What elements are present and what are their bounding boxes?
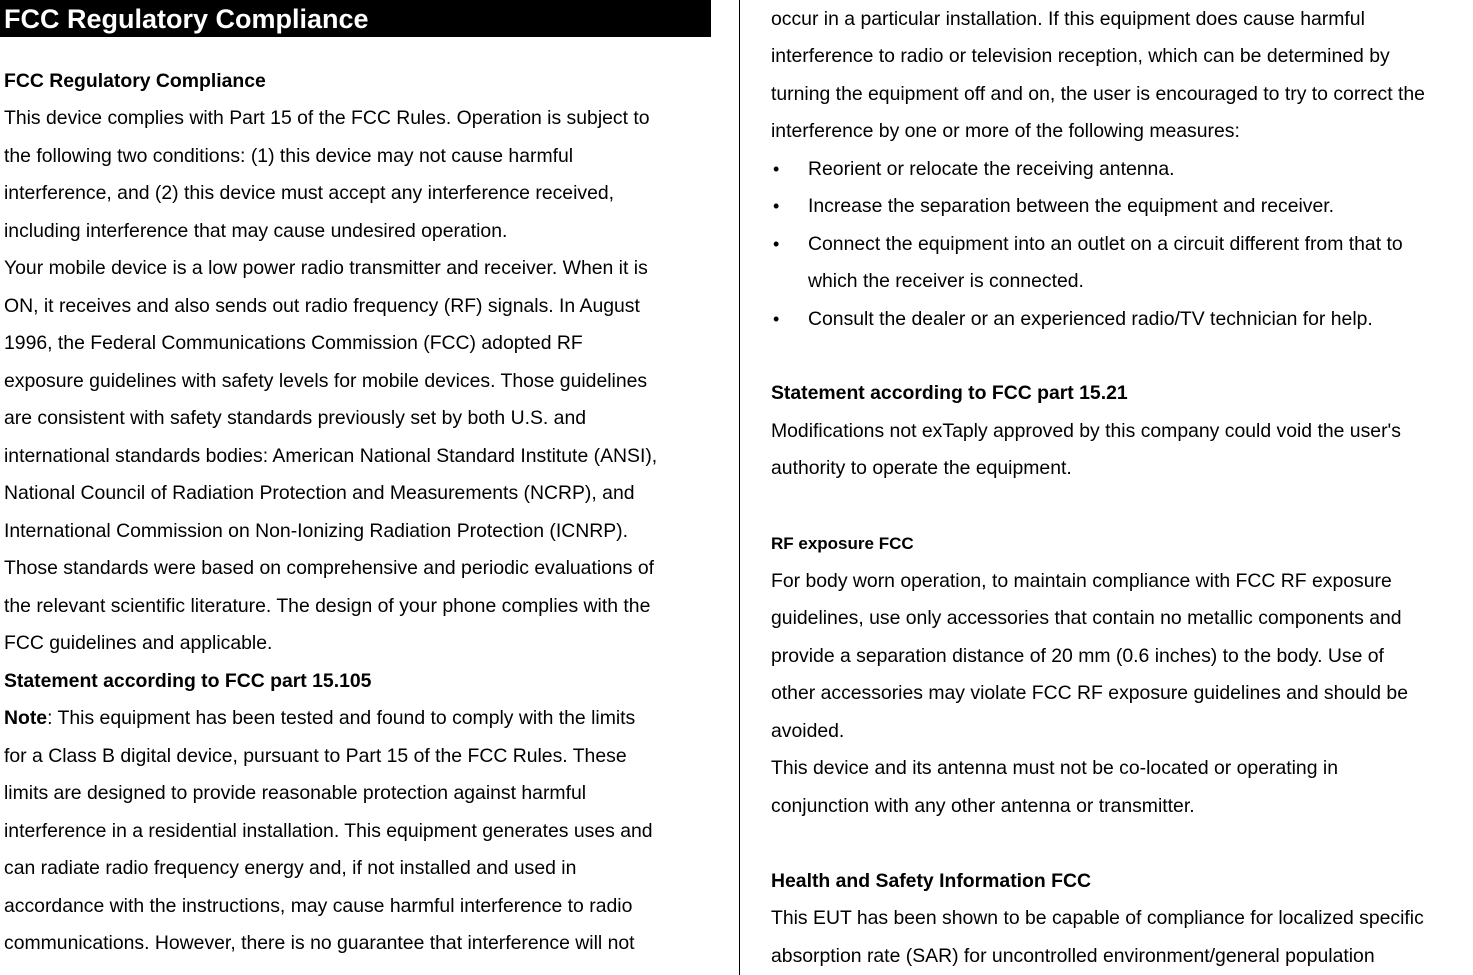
- bullet-icon: •: [773, 234, 780, 254]
- body-line: provide a separation distance of 20 mm (0.6 inches) to the body. Use of: [771, 645, 1384, 667]
- page-title: FCC Regulatory Compliance: [4, 4, 369, 34]
- body-line: communications. However, there is no guarantee that interference will not: [4, 932, 635, 954]
- column-divider: [739, 0, 740, 975]
- body-line: guidelines, use only accessories that contain no metallic components and: [771, 607, 1402, 629]
- body-line: accordance with the instructions, may cause harmful interference to radio: [4, 895, 633, 917]
- body-line: conjunction with any other antenna or transmitter.: [771, 795, 1195, 817]
- section-heading-1521: Statement according to FCC part 15.21: [771, 382, 1128, 404]
- body-line: exposure guidelines with safety levels for mobile devices. Those guidelines: [4, 370, 648, 392]
- section-heading-health: Health and Safety Information FCC: [771, 870, 1091, 892]
- body-line: can radiate radio frequency energy and, if not installed and used in: [4, 857, 577, 879]
- body-line: occur in a particular installation. If this equipment does cause harmful: [771, 8, 1365, 30]
- body-line: Your mobile device is a low power radio transmitter and receiver. When it is: [4, 257, 648, 279]
- section-heading-fcc: FCC Regulatory Compliance: [4, 70, 266, 92]
- body-line: International Commission on Non-Ionizing Radiation Protection (ICNRP).: [4, 520, 629, 542]
- body-line: interference by one or more of the following measures:: [771, 120, 1240, 142]
- body-line: the relevant scientific literature. The design of your phone complies with the: [4, 595, 651, 617]
- section-heading-rf: RF exposure FCC: [771, 534, 914, 553]
- bullet-icon: •: [773, 159, 780, 179]
- note-label: Note: [4, 707, 48, 729]
- bullet-icon: •: [773, 309, 780, 329]
- body-line: ON, it receives and also sends out radio frequency (RF) signals. In August: [4, 295, 640, 317]
- body-line: interference in a residential installation. This equipment generates uses and: [4, 820, 653, 842]
- body-line: turning the equipment off and on, the user is encouraged to try to correct the: [771, 83, 1425, 105]
- bullet-item: Increase the separation between the equipment and receiver.: [808, 195, 1335, 217]
- note-text: : This equipment has been tested and found to comply with the limits: [47, 707, 636, 729]
- body-line: 1996, the Federal Communications Commission (FCC) adopted RF: [4, 332, 583, 354]
- body-line: avoided.: [771, 720, 845, 742]
- body-line: National Council of Radiation Protection and Measurements (NCRP), and: [4, 482, 635, 504]
- body-line: limits are designed to provide reasonable protection against harmful: [4, 782, 587, 804]
- note-line: [4, 706, 635, 730]
- body-line: This EUT has been shown to be capable of compliance for localized specific: [771, 907, 1424, 929]
- bullet-item-continuation: which the receiver is connected.: [808, 270, 1084, 292]
- body-line: For body worn operation, to maintain compliance with FCC RF exposure: [771, 570, 1392, 592]
- body-line: Modifications not exTaply approved by this company could void the user's: [771, 420, 1401, 442]
- body-line: Those standards were based on comprehensive and periodic evaluations of: [4, 557, 654, 579]
- bullet-icon: •: [773, 196, 780, 216]
- body-line: interference to radio or television reception, which can be determined by: [771, 45, 1390, 67]
- body-line: the following two conditions: (1) this device may not cause harmful: [4, 145, 574, 167]
- body-line: This device and its antenna must not be co-located or operating in: [771, 757, 1338, 779]
- body-line: for a Class B digital device, pursuant to Part 15 of the FCC Rules. These: [4, 745, 627, 767]
- body-line: other accessories may violate FCC RF exposure guidelines and should be: [771, 682, 1408, 704]
- body-line: This device complies with Part 15 of the FCC Rules. Operation is subject to: [4, 107, 650, 129]
- body-line: international standards bodies: American National Standard Institute (ANSI),: [4, 445, 658, 467]
- section-heading-15105: Statement according to FCC part 15.105: [4, 670, 372, 692]
- header-bar: [0, 0, 711, 37]
- bullet-item: Consult the dealer or an experienced radio/TV technician for help.: [808, 308, 1373, 330]
- body-line: absorption rate (SAR) for uncontrolled environment/general population: [771, 945, 1375, 967]
- bullet-item: Reorient or relocate the receiving antenna.: [808, 158, 1175, 180]
- body-line: including interference that may cause undesired operation.: [4, 220, 508, 242]
- bullet-item: Connect the equipment into an outlet on a circuit different from that to: [808, 233, 1403, 255]
- body-line: FCC guidelines and applicable.: [4, 632, 273, 654]
- body-line: interference, and (2) this device must accept any interference received,: [4, 182, 615, 204]
- body-line: authority to operate the equipment.: [771, 457, 1072, 479]
- body-line: are consistent with safety standards previously set by both U.S. and: [4, 407, 587, 429]
